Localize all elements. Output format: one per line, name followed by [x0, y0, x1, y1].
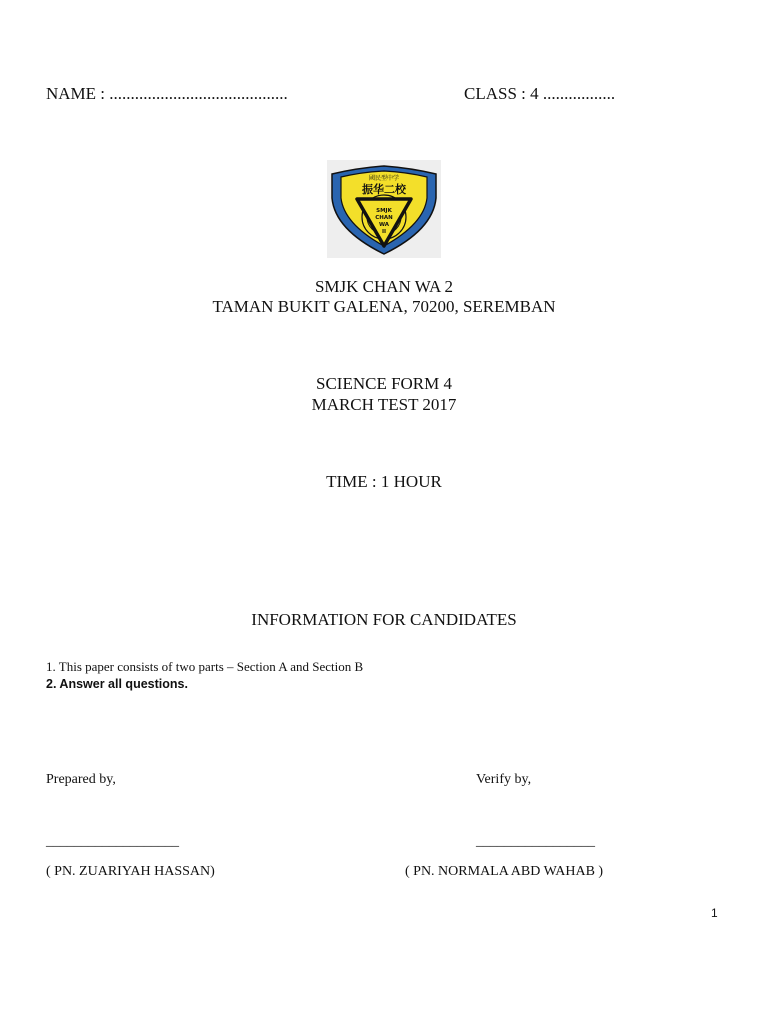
name-field-line: NAME : .......................................... — [46, 84, 288, 103]
crest-chinese-text: 振华二校 — [362, 183, 406, 196]
page-number: 1 — [711, 906, 718, 920]
verify-signature-line: _________________ — [476, 834, 595, 849]
prepared-signature-line: ___________________ — [46, 834, 179, 849]
svg-text:WA: WA — [378, 222, 390, 228]
school-address: TAMAN BUKIT GALENA, 70200, SEREMBAN — [212, 297, 556, 316]
school-crest-logo — [327, 160, 441, 258]
class-field-line: CLASS : 4 ................. — [464, 84, 616, 103]
prepared-by-label: Prepared by, — [46, 772, 116, 787]
test-title: MARCH TEST 2017 — [311, 395, 457, 414]
prepared-by-name: ( PN. ZUARIYAH HASSAN) — [46, 864, 215, 879]
svg-text:II: II — [381, 229, 387, 235]
exam-time: TIME : 1 HOUR — [326, 472, 442, 491]
info-heading: INFORMATION FOR CANDIDATES — [251, 610, 517, 629]
crest-top-text: 國民型中学 — [368, 175, 400, 182]
svg-text:SMJK: SMJK — [376, 208, 392, 214]
svg-text:CHAN: CHAN — [375, 215, 393, 221]
verify-by-label: Verify by, — [476, 772, 532, 787]
info-item-2: 2. Answer all questions. — [46, 677, 188, 691]
info-item-1: 1. This paper consists of two parts – Section A and Section B — [46, 659, 364, 674]
school-name: SMJK CHAN WA 2 — [314, 277, 454, 296]
subject-title: SCIENCE FORM 4 — [315, 374, 453, 393]
crest-shield-icon — [327, 160, 441, 258]
verify-by-name: ( PN. NORMALA ABD WAHAB ) — [405, 864, 604, 879]
